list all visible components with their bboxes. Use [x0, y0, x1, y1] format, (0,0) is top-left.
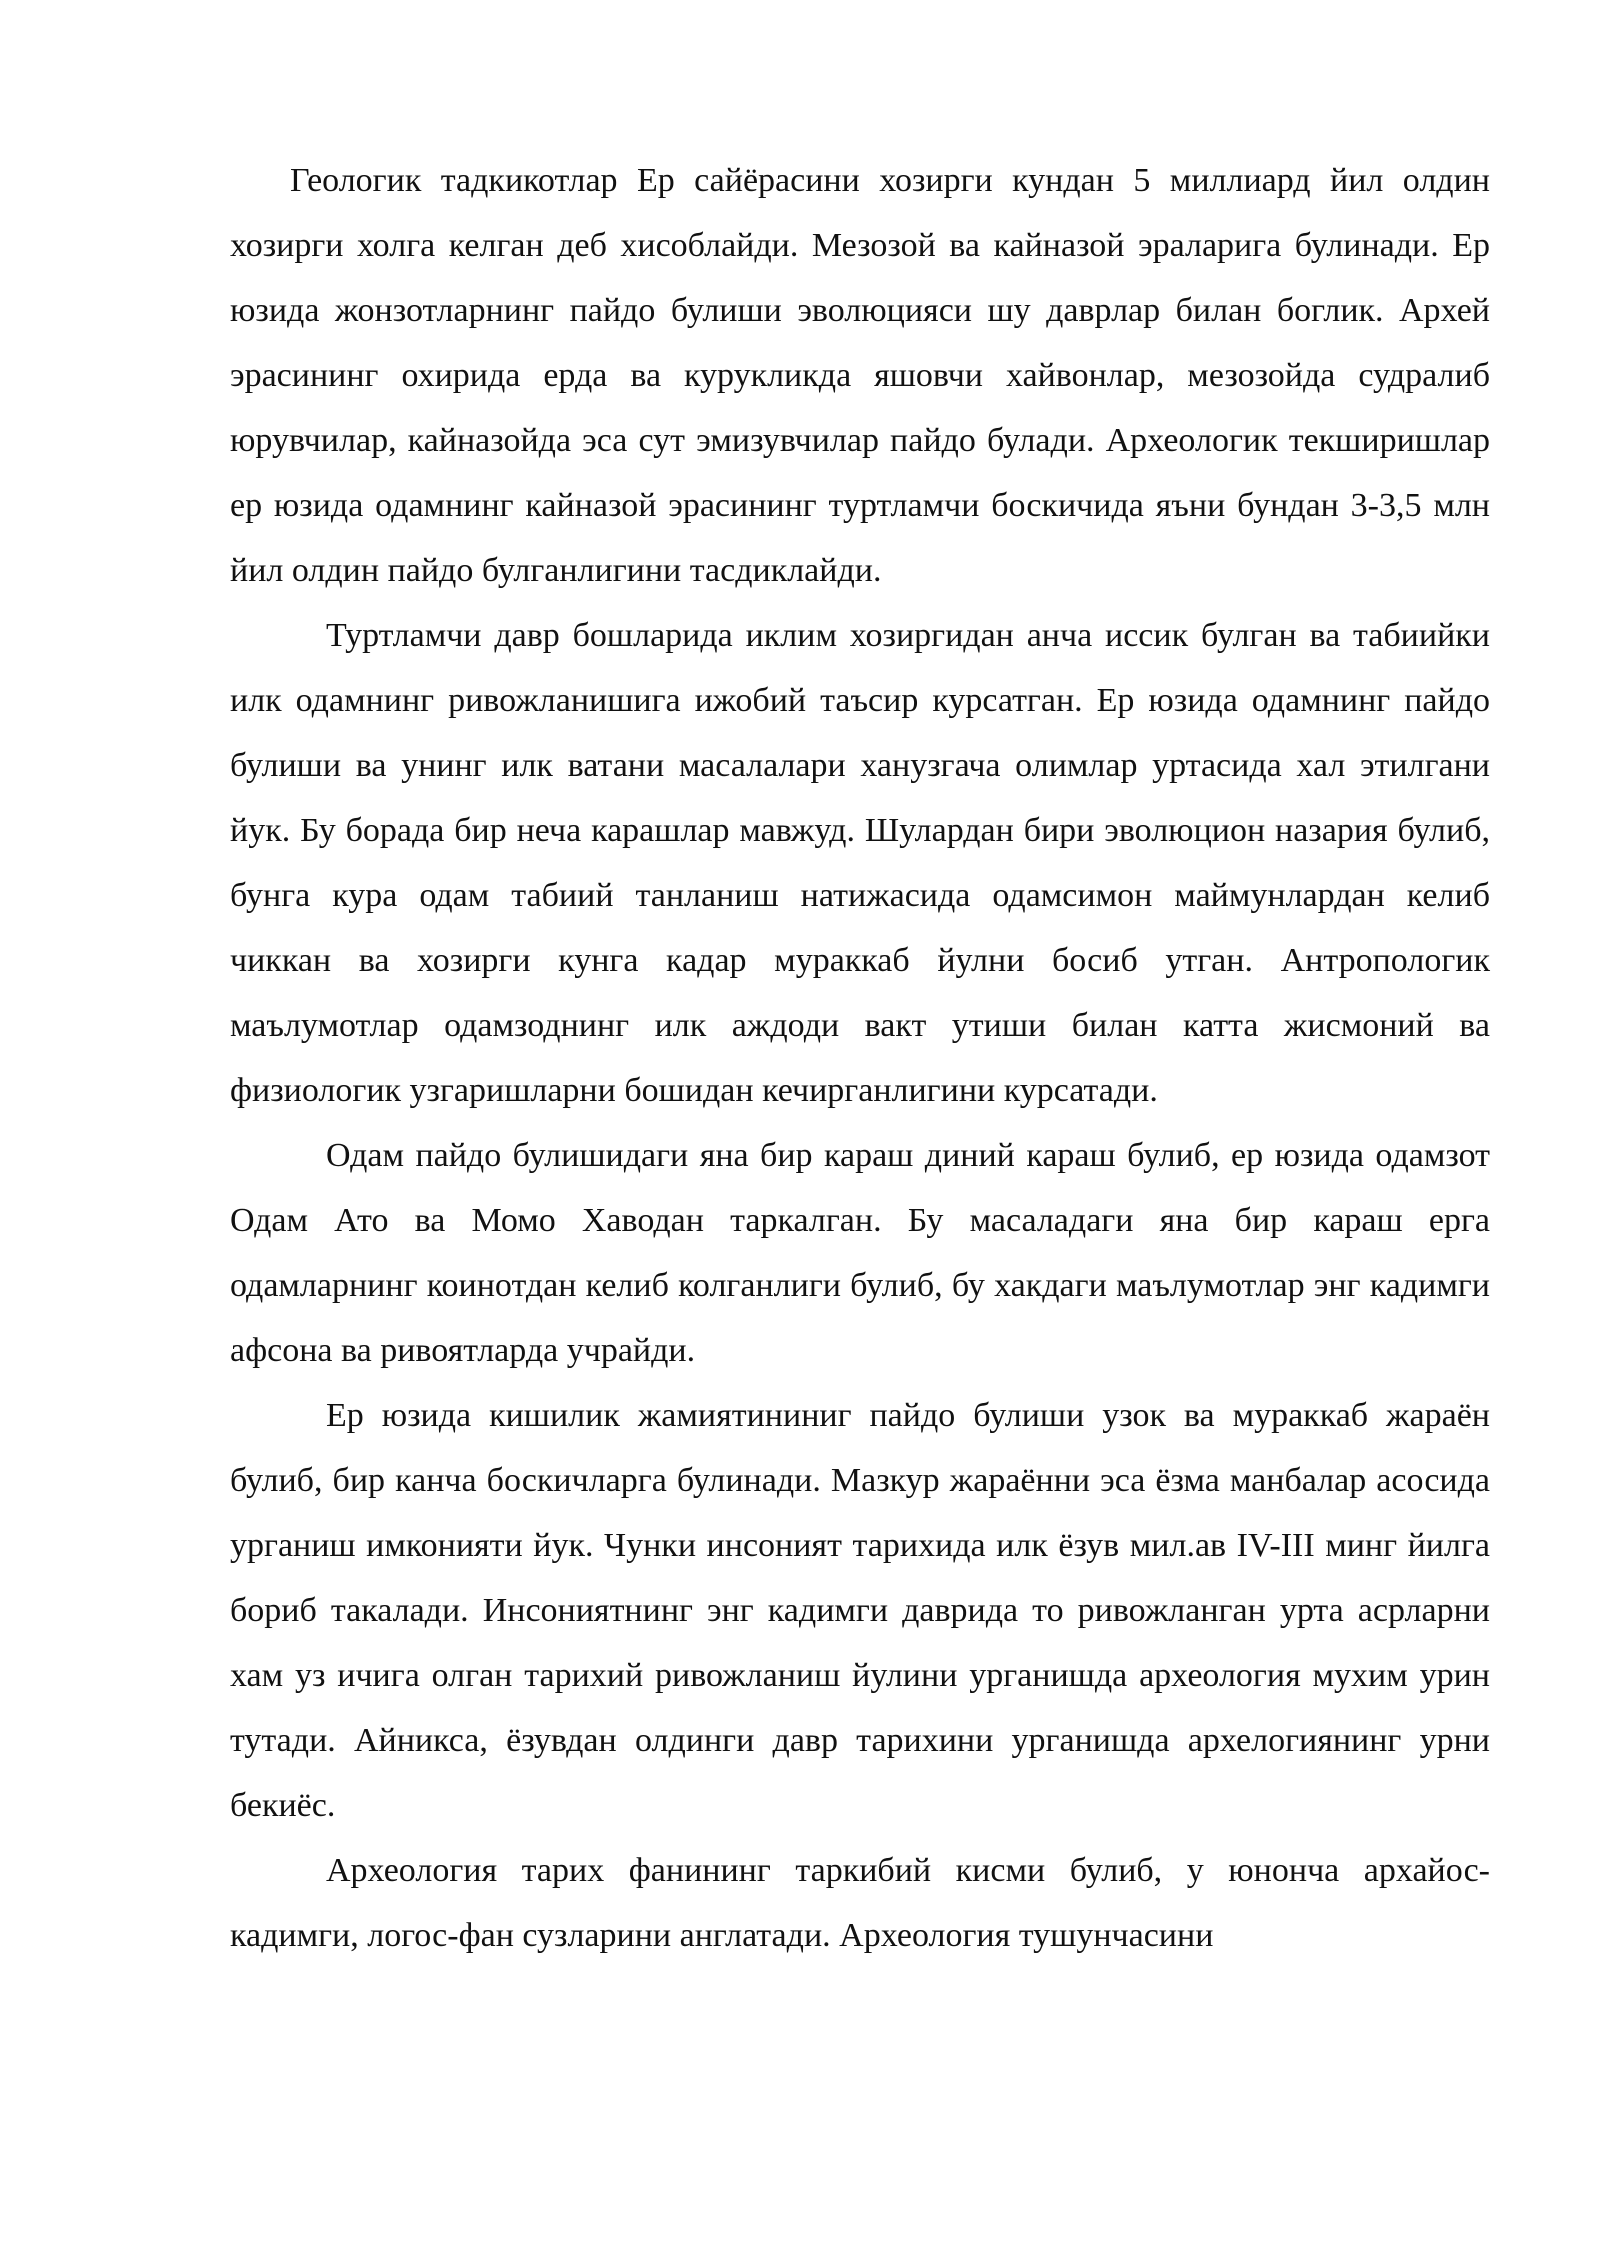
- paragraph-1: Геологик тадкикотлар Ер сайёрасини хозирги кундан 5 миллиард йил олдин хозирги холга келган деб хисоблайди. Мезозой ва кайназой эраларига булинади. Ер юзида жонзотларнинг пайдо булиши эволюцияси шу даврлар билан боглик. Архей эрасининг охирида ерда ва курукликда яшовчи хайвонлар, мезозойда судралиб юрувчилар, кайназойда эса сут эмизувчилар пайдо булади. Археологик текширишлар ер юзида одамнинг кайназой эрасининг туртламчи боскичида яъни бундан 3-3,5 млн йил олдин пайдо булганлигини тасдиклайди.: [230, 162, 1490, 589]
- paragraph-5: Археология тарих фанининг таркибий кисми булиб, у юнонча архайос-кадимги, логос-фан сузларини англатади. Археология тушунчасини: [230, 1852, 1490, 1954]
- paragraph-2: Туртламчи давр бошларида иклим хозиргидан анча иссик булган ва табиийки илк одамнинг ривожланишига ижобий таъсир курсатган. Ер юзида одамнинг пайдо булиши ва унинг илк ватани масалалари ханузгача олимлар уртасида хал этилгани йук. Бу борада бир неча карашлар мавжуд. Шулардан бири эволюцион назария булиб, бунга кура одам табиий танланиш натижасида одамсимон маймунлардан келиб чиккан ва хозирги кунга кадар мураккаб йулни босиб утган. Антропологик маълумотлар одамзоднинг илк аждоди вакт утиши билан катта жисмоний ва физиологик узгаришларни бошидан кечирганлигини курсатади.: [230, 617, 1490, 1109]
- paragraph-3: Одам пайдо булишидаги яна бир караш диний караш булиб, ер юзида одамзот Одам Ато ва Момо Хаводан таркалган. Бу масаладаги яна бир караш ерга одамларнинг коинотдан келиб колганлиги булиб, бу хакдаги маълумотлар энг кадимги афсона ва ривоятларда учрайди.: [230, 1137, 1490, 1369]
- paragraph-4: Ер юзида кишилик жамиятининиг пайдо булиши узок ва мураккаб жараён булиб, бир канча боскичларга булинади. Мазкур жараённи эса ёзма манбалар асосида урганиш имконияти йук. Чунки инсоният тарихида илк ёзув мил.ав IV-III минг йилга бориб такалади. Инсониятнинг энг кадимги даврида то ривожланган урта асрларни хам уз ичига олган тарихий ривожланиш йулини урганишда археология мухим урин тутади. Айникса, ёзувдан олдинги давр тарихини урганишда архелогиянинг урни бекиёс.: [230, 1397, 1490, 1824]
- document-page: [230, 148, 1490, 1968]
